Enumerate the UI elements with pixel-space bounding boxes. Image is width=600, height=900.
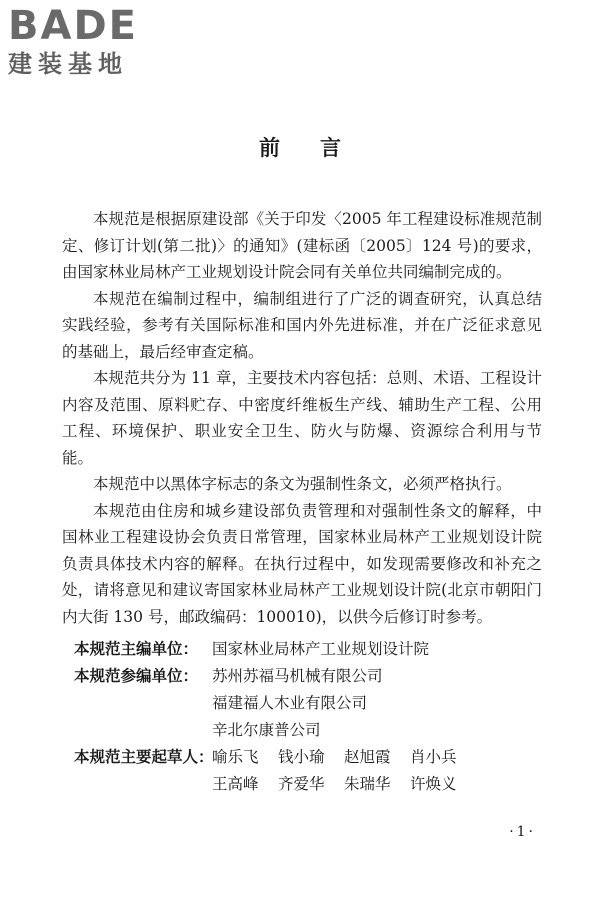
drafter-name: 喻乐飞 [212, 748, 259, 766]
drafters-row [62, 771, 542, 798]
paragraph: 本规范在编制过程中，编制组进行了广泛的调查研究，认真总结实践经验，参考有关国际标准和国内外先进标准，并在广泛征求意见的基础上，最后经审查定稿。 [62, 289, 542, 361]
paragraph: 本规范共分为 11 章，主要技术内容包括：总则、术语、工程设计内容及范围、原料贮存、中密度纤维板生产线、辅助生产工程、公用工程、环境保护、职业安全卫生、防火与防爆、资源综合利用与节能。 [62, 369, 542, 467]
paragraph: 本规范是根据原建设部《关于印发〈2005 年工程建设标准规范制定、修订计划(第二批)〉的通知》(建标函〔2005〕124 号)的要求，由国家林业局林产工业规划设计院会同有关单位共同编制完成的。 [62, 210, 542, 281]
drafter-name: 许焕义 [410, 775, 457, 793]
participating-unit-row [62, 690, 542, 717]
drafter-name: 赵旭霞 [344, 748, 391, 766]
participating-unit-value: 辛北尔康普公司 [212, 721, 321, 739]
paragraph: 本规范由住房和城乡建设部负责管理和对强制性条文的解释，中国林业工程建设协会负责日常管理，国家林业局林产工业规划设计院负责具体技术内容的解释。在执行过程中，如发现需要修改和补充之处，请将意见和建议寄国家林业局林产工业规划设计院(北京市朝阳门内大街 130 号，邮政编码：100010)，以供今后修订时参考。 [62, 501, 542, 626]
chief-unit-label: 本规范主编单位： [74, 640, 199, 658]
participating-unit-row [62, 717, 542, 744]
drafter-name: 王高峰 [212, 775, 259, 793]
drafters-names [212, 744, 542, 771]
drafters-names [212, 771, 542, 798]
participating-unit-value: 福建福人木业有限公司 [212, 694, 368, 712]
drafters-label: 本规范主要起草人： [74, 748, 214, 766]
credits-block [62, 636, 542, 798]
drafters-row [62, 744, 542, 771]
participating-unit-row [62, 663, 542, 690]
paragraph: 本规范中以黑体字标志的条文为强制性条文，必须严格执行。 [93, 475, 512, 493]
participating-unit-value: 苏州苏福马机械有限公司 [212, 667, 383, 685]
drafter-name: 朱瑞华 [344, 775, 391, 793]
participating-unit-label: 本规范参编单位： [74, 667, 199, 685]
drafter-name: 齐爱华 [278, 775, 325, 793]
bade-logo [8, 4, 178, 80]
page-number: ·1· [509, 824, 536, 840]
logo-brand: BADE [8, 3, 138, 49]
preface-body [62, 206, 542, 798]
chief-unit-row [62, 636, 542, 663]
logo-subtitle: 建装基地 [8, 50, 128, 78]
chief-unit-value: 国家林业局林产工业规划设计院 [212, 640, 430, 658]
drafter-name: 肖小兵 [410, 748, 457, 766]
page-title: 前言 [259, 136, 381, 160]
drafter-name: 钱小瑜 [278, 748, 325, 766]
